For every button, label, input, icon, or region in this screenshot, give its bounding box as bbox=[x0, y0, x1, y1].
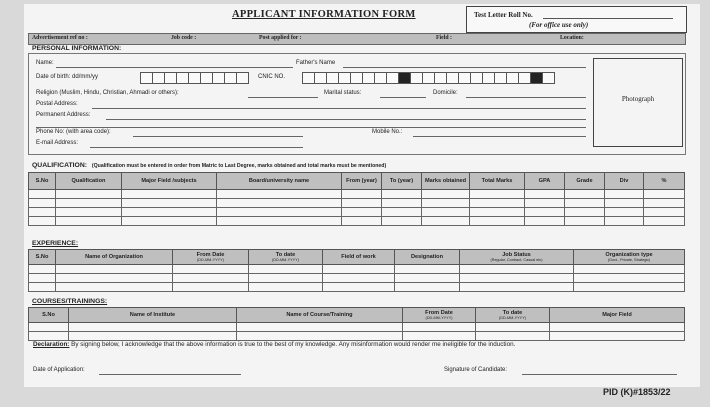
table-row[interactable] bbox=[29, 265, 685, 274]
signature-label: Signature of Candidate: bbox=[444, 367, 508, 373]
post-applied-label: Post applied for : bbox=[259, 35, 302, 41]
table-row[interactable] bbox=[29, 199, 685, 208]
email-field[interactable] bbox=[90, 147, 303, 148]
qual-col-to: To (year) bbox=[382, 173, 422, 190]
location-label: Location: bbox=[560, 35, 584, 41]
table-row[interactable] bbox=[29, 283, 685, 292]
qual-col-board: Board/university name bbox=[217, 173, 342, 190]
qual-col-sno: S.No bbox=[29, 173, 56, 190]
declaration-text: Declaration: By signing below, I acknowledge that the above information is true to the best of my knowledge. Any misinformation would render me ineligible for the induction. bbox=[33, 341, 516, 348]
exp-col-status: Job Status (Regular, Contract, Casual etc) bbox=[460, 250, 574, 265]
postal-address-field[interactable] bbox=[92, 108, 586, 109]
qual-col-grade: Grade bbox=[565, 173, 605, 190]
dob-label: Date of birth: dd/mm/yy bbox=[36, 74, 99, 80]
field-label: Field : bbox=[436, 35, 452, 41]
qual-col-qualification: Qualification bbox=[56, 173, 122, 190]
exp-col-org: Name of Organization bbox=[56, 250, 173, 265]
signature-field[interactable] bbox=[522, 374, 677, 375]
name-field[interactable] bbox=[56, 67, 293, 68]
roll-number-box[interactable] bbox=[466, 6, 687, 33]
table-row[interactable] bbox=[29, 190, 685, 199]
qualification-heading: QUALIFICATION: (Qualification must be entered in order from Matric to Last Degree, marks obtained and total marks must be mentioned) bbox=[32, 162, 387, 169]
advertisement-bar bbox=[28, 33, 686, 45]
domicile-field[interactable] bbox=[466, 97, 586, 98]
course-col-major: Major Field bbox=[550, 308, 685, 323]
declaration-label: Declaration: bbox=[33, 341, 70, 348]
photograph-box[interactable] bbox=[593, 58, 683, 147]
pid-label: PID (K)#1853/22 bbox=[603, 387, 671, 397]
mobile-label: Mobile No.: bbox=[372, 129, 403, 135]
name-label: Name: bbox=[36, 60, 54, 66]
courses-heading: COURSES/TRAININGS: bbox=[32, 298, 108, 305]
table-row[interactable] bbox=[29, 217, 685, 226]
qualification-note: (Qualification must be entered in order from Matric to Last Degree, marks obtained and total marks must be mentioned) bbox=[91, 163, 387, 169]
course-col-institute: Name of Institute bbox=[69, 308, 237, 323]
domicile-label: Domicile: bbox=[433, 90, 458, 96]
mobile-field[interactable] bbox=[413, 136, 586, 137]
permanent-address-field[interactable] bbox=[106, 119, 586, 120]
marital-status-label: Marital status: bbox=[324, 90, 362, 96]
table-row[interactable] bbox=[29, 323, 685, 332]
cnic-label: CNIC NO. bbox=[258, 74, 285, 80]
religion-field[interactable] bbox=[248, 97, 318, 98]
exp-col-designation: Designation bbox=[395, 250, 460, 265]
father-name-label: Father's Name bbox=[296, 60, 336, 66]
exp-col-to: To date (DD-MM-YYYY) bbox=[249, 250, 323, 265]
adv-ref-label: Advertisement ref no : bbox=[32, 35, 88, 41]
experience-heading: EXPERIENCE: bbox=[32, 240, 79, 247]
table-row[interactable] bbox=[29, 208, 685, 217]
date-of-application-label: Date of Application: bbox=[33, 367, 85, 373]
phone-label: Phone No: (with area code): bbox=[36, 129, 111, 135]
course-col-to: To date (DD-MM-YYYY) bbox=[476, 308, 550, 323]
qual-col-percent: % bbox=[644, 173, 685, 190]
personal-heading: PERSONAL INFORMATION: bbox=[32, 45, 122, 52]
courses-table bbox=[28, 307, 685, 341]
cnic-boxes[interactable] bbox=[302, 72, 554, 84]
qual-col-total: Total Marks bbox=[470, 173, 525, 190]
religion-label: Religion (Muslim, Hindu, Christian, Ahmadi or others): bbox=[36, 90, 179, 96]
roll-number-label: Test Letter Roll No. bbox=[474, 11, 533, 19]
table-row[interactable] bbox=[29, 332, 685, 341]
experience-table bbox=[28, 249, 685, 292]
exp-col-sno: S.No bbox=[29, 250, 56, 265]
exp-col-orgtype: Organization type (Govt., Private, Strategic) bbox=[574, 250, 685, 265]
personal-frame bbox=[28, 53, 686, 155]
postal-address-label: Postal Address: bbox=[36, 101, 78, 107]
course-col-course: Name of Course/Training bbox=[237, 308, 403, 323]
roll-number-line[interactable] bbox=[543, 18, 673, 19]
photograph-label: Photograph bbox=[621, 95, 655, 103]
qual-col-marks: Marks obtained bbox=[422, 173, 470, 190]
qual-col-div: Div bbox=[605, 173, 644, 190]
office-use-label: (For office use only) bbox=[529, 21, 589, 29]
email-label: E-mail Address: bbox=[36, 140, 79, 146]
qual-col-from: From (year) bbox=[342, 173, 382, 190]
exp-col-from: From Date (DD-MM-YYYY) bbox=[173, 250, 249, 265]
exp-col-field: Field of work bbox=[323, 250, 395, 265]
job-code-label: Job code : bbox=[171, 35, 197, 41]
dob-boxes[interactable] bbox=[140, 72, 248, 84]
qualification-table bbox=[28, 172, 685, 226]
qual-col-gpa: GPA bbox=[525, 173, 565, 190]
table-row[interactable] bbox=[29, 274, 685, 283]
course-col-from: From Date (DD-MM-YYYY) bbox=[403, 308, 476, 323]
qual-col-major: Major Field /subjects bbox=[122, 173, 217, 190]
phone-field[interactable] bbox=[133, 136, 303, 137]
father-name-field[interactable] bbox=[343, 67, 586, 68]
form-title: APPLICANT INFORMATION FORM bbox=[232, 9, 416, 20]
permanent-address-label: Permanent Address: bbox=[36, 112, 91, 118]
course-col-sno: S.No bbox=[29, 308, 69, 323]
marital-status-field[interactable] bbox=[380, 97, 426, 98]
address-extra-line[interactable] bbox=[36, 127, 586, 128]
date-of-application-field[interactable] bbox=[99, 374, 241, 375]
